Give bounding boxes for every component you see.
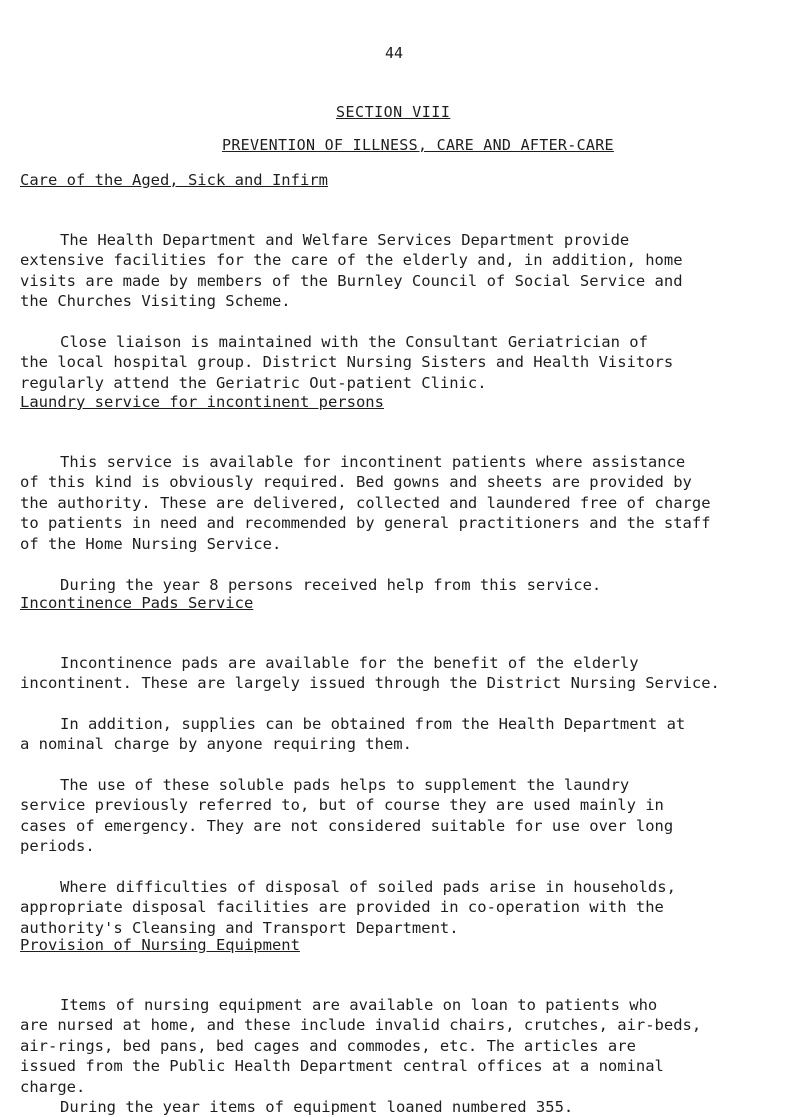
page-number: 44 <box>385 44 404 62</box>
heading-nursing-equipment: Provision of Nursing Equipment <box>20 936 300 954</box>
heading-care-of-aged: Care of the Aged, Sick and Infirm <box>20 171 328 189</box>
paragraph-text: In addition, supplies can be obtained from the Health Department at a nominal charge by anyone requiring them. <box>20 714 686 753</box>
paragraph-pads-4 <box>20 856 790 938</box>
paragraph-pads-1 <box>20 632 790 694</box>
heading-laundry-service: Laundry service for incontinent persons <box>20 393 384 411</box>
paragraph-text: During the year items of equipment loaned numbered 355. <box>60 1097 574 1116</box>
paragraph-text: Close liaison is maintained with the Consultant Geriatrician of the local hospital group. District Nursing Sisters and Health Visitors regularly attend the Geriatric Out-patient Clinic. <box>20 332 674 392</box>
paragraph-pads-2 <box>20 693 790 755</box>
paragraph-text: During the year 8 persons received help from this service. <box>60 575 602 594</box>
paragraph-equipment-2 <box>20 1076 790 1117</box>
paragraph-laundry-1 <box>20 431 790 554</box>
paragraph-care-1 <box>20 209 790 312</box>
paragraph-care-2 <box>20 311 790 393</box>
paragraph-text: Incontinence pads are available for the benefit of the elderly incontinent. These are largely issued through the District Nursing Service. <box>20 653 720 692</box>
paragraph-text: This service is available for incontinent patients where assistance of this kind is obviously required. Bed gowns and sheets are provided by the authority. These are delivered, collected and laundered free of charge to patients in need and recommended by general practitioners and the staff of the Home Nursing Service. <box>20 452 711 553</box>
section-title: SECTION VIII <box>336 103 451 121</box>
paragraph-text: Where difficulties of disposal of soiled pads arise in households, appropriate disposal facilities are provided in co-operation with the authority's Cleansing and Transport Department. <box>20 877 676 937</box>
paragraph-text: The Health Department and Welfare Services Department provide extensive facilities for the care of the elderly and, in addition, home visits are made by members of the Burnley Council of Social Service and the Churches Visiting Scheme. <box>20 230 683 310</box>
paragraph-text: Items of nursing equipment are available on loan to patients who are nursed at home, and these include invalid chairs, crutches, air-beds, air-rings, bed pans, bed cages and commodes, etc. The articles are issued from the Public Health Department central offices at a nominal charge. <box>20 995 702 1096</box>
paragraph-pads-3 <box>20 754 790 857</box>
paragraph-text: The use of these soluble pads helps to supplement the laundry service previously referred to, but of course they are used mainly in cases of emergency. They are not considered suitable for use over long periods. <box>20 775 674 855</box>
paragraph-laundry-2 <box>20 554 790 595</box>
section-subtitle: PREVENTION OF ILLNESS, CARE AND AFTER-CARE <box>222 136 614 154</box>
heading-incontinence-pads: Incontinence Pads Service <box>20 594 254 612</box>
